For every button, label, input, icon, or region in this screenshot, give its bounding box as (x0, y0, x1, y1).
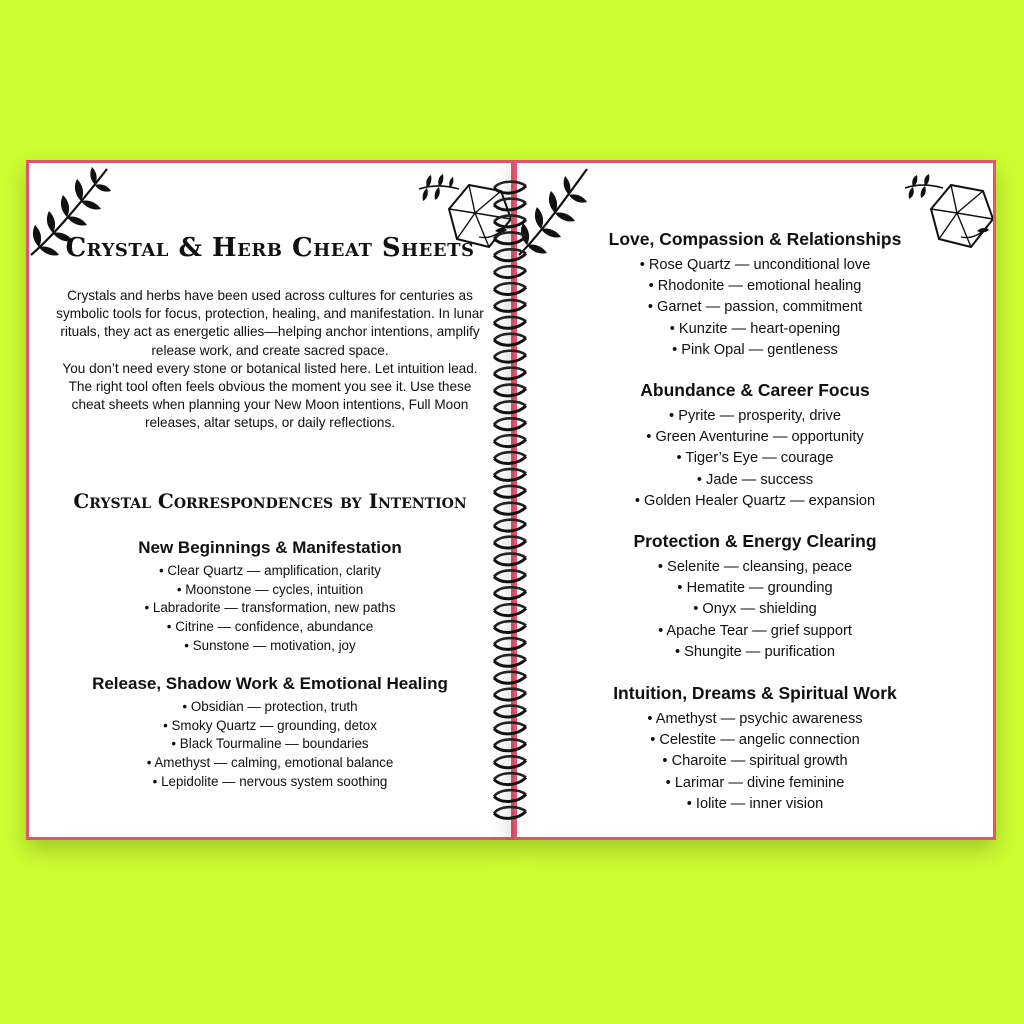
spiral-coil (494, 435, 526, 446)
spiral-coil (494, 638, 526, 649)
spiral-coil (494, 266, 526, 277)
spiral-coil (494, 723, 526, 734)
list-item: • Green Aventurine — opportunity (646, 429, 864, 446)
crystal-list (29, 562, 511, 656)
spiral-coil (494, 418, 526, 429)
crystal-list (517, 557, 993, 663)
spiral-coil (494, 216, 526, 227)
list-item: • Pink Opal — gentleness (672, 341, 838, 358)
crystal-list (517, 709, 993, 815)
list-item: • Rhodonite — emotional healing (648, 278, 862, 295)
spiral-coil (494, 756, 526, 767)
list-item: • Obsidian — protection, truth (182, 699, 358, 714)
list-item: • Citrine — confidence, abundance (166, 619, 374, 635)
section-heading: New Beginnings & Manifestation (138, 538, 402, 557)
list-item: • Shungite — purification (674, 643, 836, 660)
spiral-coil (494, 621, 526, 632)
list-item: • Labradorite — transformation, new paths (144, 600, 396, 616)
page-title: Crystal & Herb Cheat Sheets (65, 233, 475, 263)
list-item: • Golden Healer Quartz — expansion (634, 492, 876, 509)
right-page (514, 160, 996, 840)
spiral-coil (494, 672, 526, 683)
crystal-list (29, 698, 511, 792)
spiral-coil (494, 537, 526, 548)
intro-paragraph: You don’t need every stone or botanical listed here. Let intuition lead. The right tool often feels obvious the moment you see it. Use these cheat sheets when planning your New Moon intentions, Full Moon releases, altar setups, or daily reflections. (62, 360, 478, 431)
spiral-coil (494, 232, 526, 243)
spiral-coil (494, 385, 526, 396)
list-item: • Iolite — inner vision (686, 795, 824, 812)
spiral-coil (494, 351, 526, 362)
spiral-coil (494, 655, 526, 666)
spiral-binding (488, 178, 532, 828)
section-heading: Release, Shadow Work & Emotional Healing (92, 674, 448, 693)
section-heading: Intuition, Dreams & Spiritual Work (613, 683, 897, 703)
section-subtitle: Crystal Correspondences by Intention (73, 489, 467, 513)
section-heading: Abundance & Career Focus (640, 380, 870, 400)
spiral-coil (494, 739, 526, 750)
list-item: • Moonstone — cycles, intuition (176, 581, 364, 597)
section-heading: Love, Compassion & Relationships (608, 229, 902, 249)
list-item: • Larimar — divine feminine (665, 774, 845, 791)
spiral-coil (494, 689, 526, 700)
spiral-coil (494, 317, 526, 328)
spiral-coil (494, 334, 526, 345)
spiral-coil (494, 570, 526, 581)
spiral-coil (494, 182, 526, 193)
intro-paragraph: Crystals and herbs have been used across cultures for centuries as symbolic tools for focus, protection, healing, and manifestation. In lunar rituals, they act as energetic allies—helping anchor intentions, amplify release work, and create sacred space. (56, 288, 484, 358)
list-item: • Charoite — spiritual growth (662, 753, 848, 770)
spiral-coil (494, 486, 526, 497)
spiral-coil (494, 604, 526, 615)
intention-section (517, 380, 993, 512)
intention-section (29, 674, 511, 792)
list-item: • Rose Quartz — unconditional love (639, 257, 871, 273)
intention-section (517, 531, 993, 663)
intention-section (517, 229, 993, 361)
intention-section (29, 538, 511, 656)
spiral-coil (494, 773, 526, 784)
intention-section (517, 683, 993, 815)
spiral-coil (494, 283, 526, 294)
list-item: • Tiger’s Eye — courage (676, 450, 834, 467)
list-item: • Amethyst — calming, emotional balance (146, 755, 394, 771)
spiral-coil (494, 469, 526, 480)
spiral-coil (494, 503, 526, 514)
list-item: • Black Tourmaline — boundaries (171, 736, 369, 752)
list-item: • Pyrite — prosperity, drive (669, 408, 841, 424)
list-item: • Onyx — shielding (693, 601, 817, 618)
spiral-coil (494, 587, 526, 598)
spiral-coil (494, 401, 526, 412)
spiral-coil (494, 790, 526, 801)
spiral-coil (494, 706, 526, 717)
spiral-coil (494, 452, 526, 463)
spiral-coil (494, 199, 526, 210)
crystal-list (517, 255, 993, 361)
left-page (26, 160, 514, 840)
list-item: • Smoky Quartz — grounding, detox (163, 717, 377, 733)
list-item: • Sunstone — motivation, joy (184, 637, 356, 653)
spiral-coil (494, 249, 526, 260)
intro-text (55, 287, 485, 433)
list-item: • Hematite — grounding (677, 580, 833, 597)
list-item: • Selenite — cleansing, peace (657, 559, 853, 575)
list-item: • Garnet — passion, commitment (647, 299, 863, 316)
list-item: • Lepidolite — nervous system soothing (152, 773, 388, 789)
list-item: • Amethyst — psychic awareness (647, 711, 863, 727)
list-item: • Clear Quartz — amplification, clarity (159, 563, 381, 578)
spiral-coil (494, 300, 526, 311)
list-item: • Celestite — angelic connection (650, 732, 860, 749)
spiral-coil (494, 554, 526, 565)
section-heading: Protection & Energy Clearing (633, 531, 877, 551)
list-item: • Apache Tear — grief support (658, 622, 852, 639)
list-item: • Kunzite — heart-opening (669, 320, 841, 337)
list-item: • Jade — success (696, 471, 814, 488)
crystal-list (517, 406, 993, 512)
spiral-coil (494, 807, 526, 818)
spiral-coil (494, 368, 526, 379)
spiral-coil (494, 520, 526, 531)
